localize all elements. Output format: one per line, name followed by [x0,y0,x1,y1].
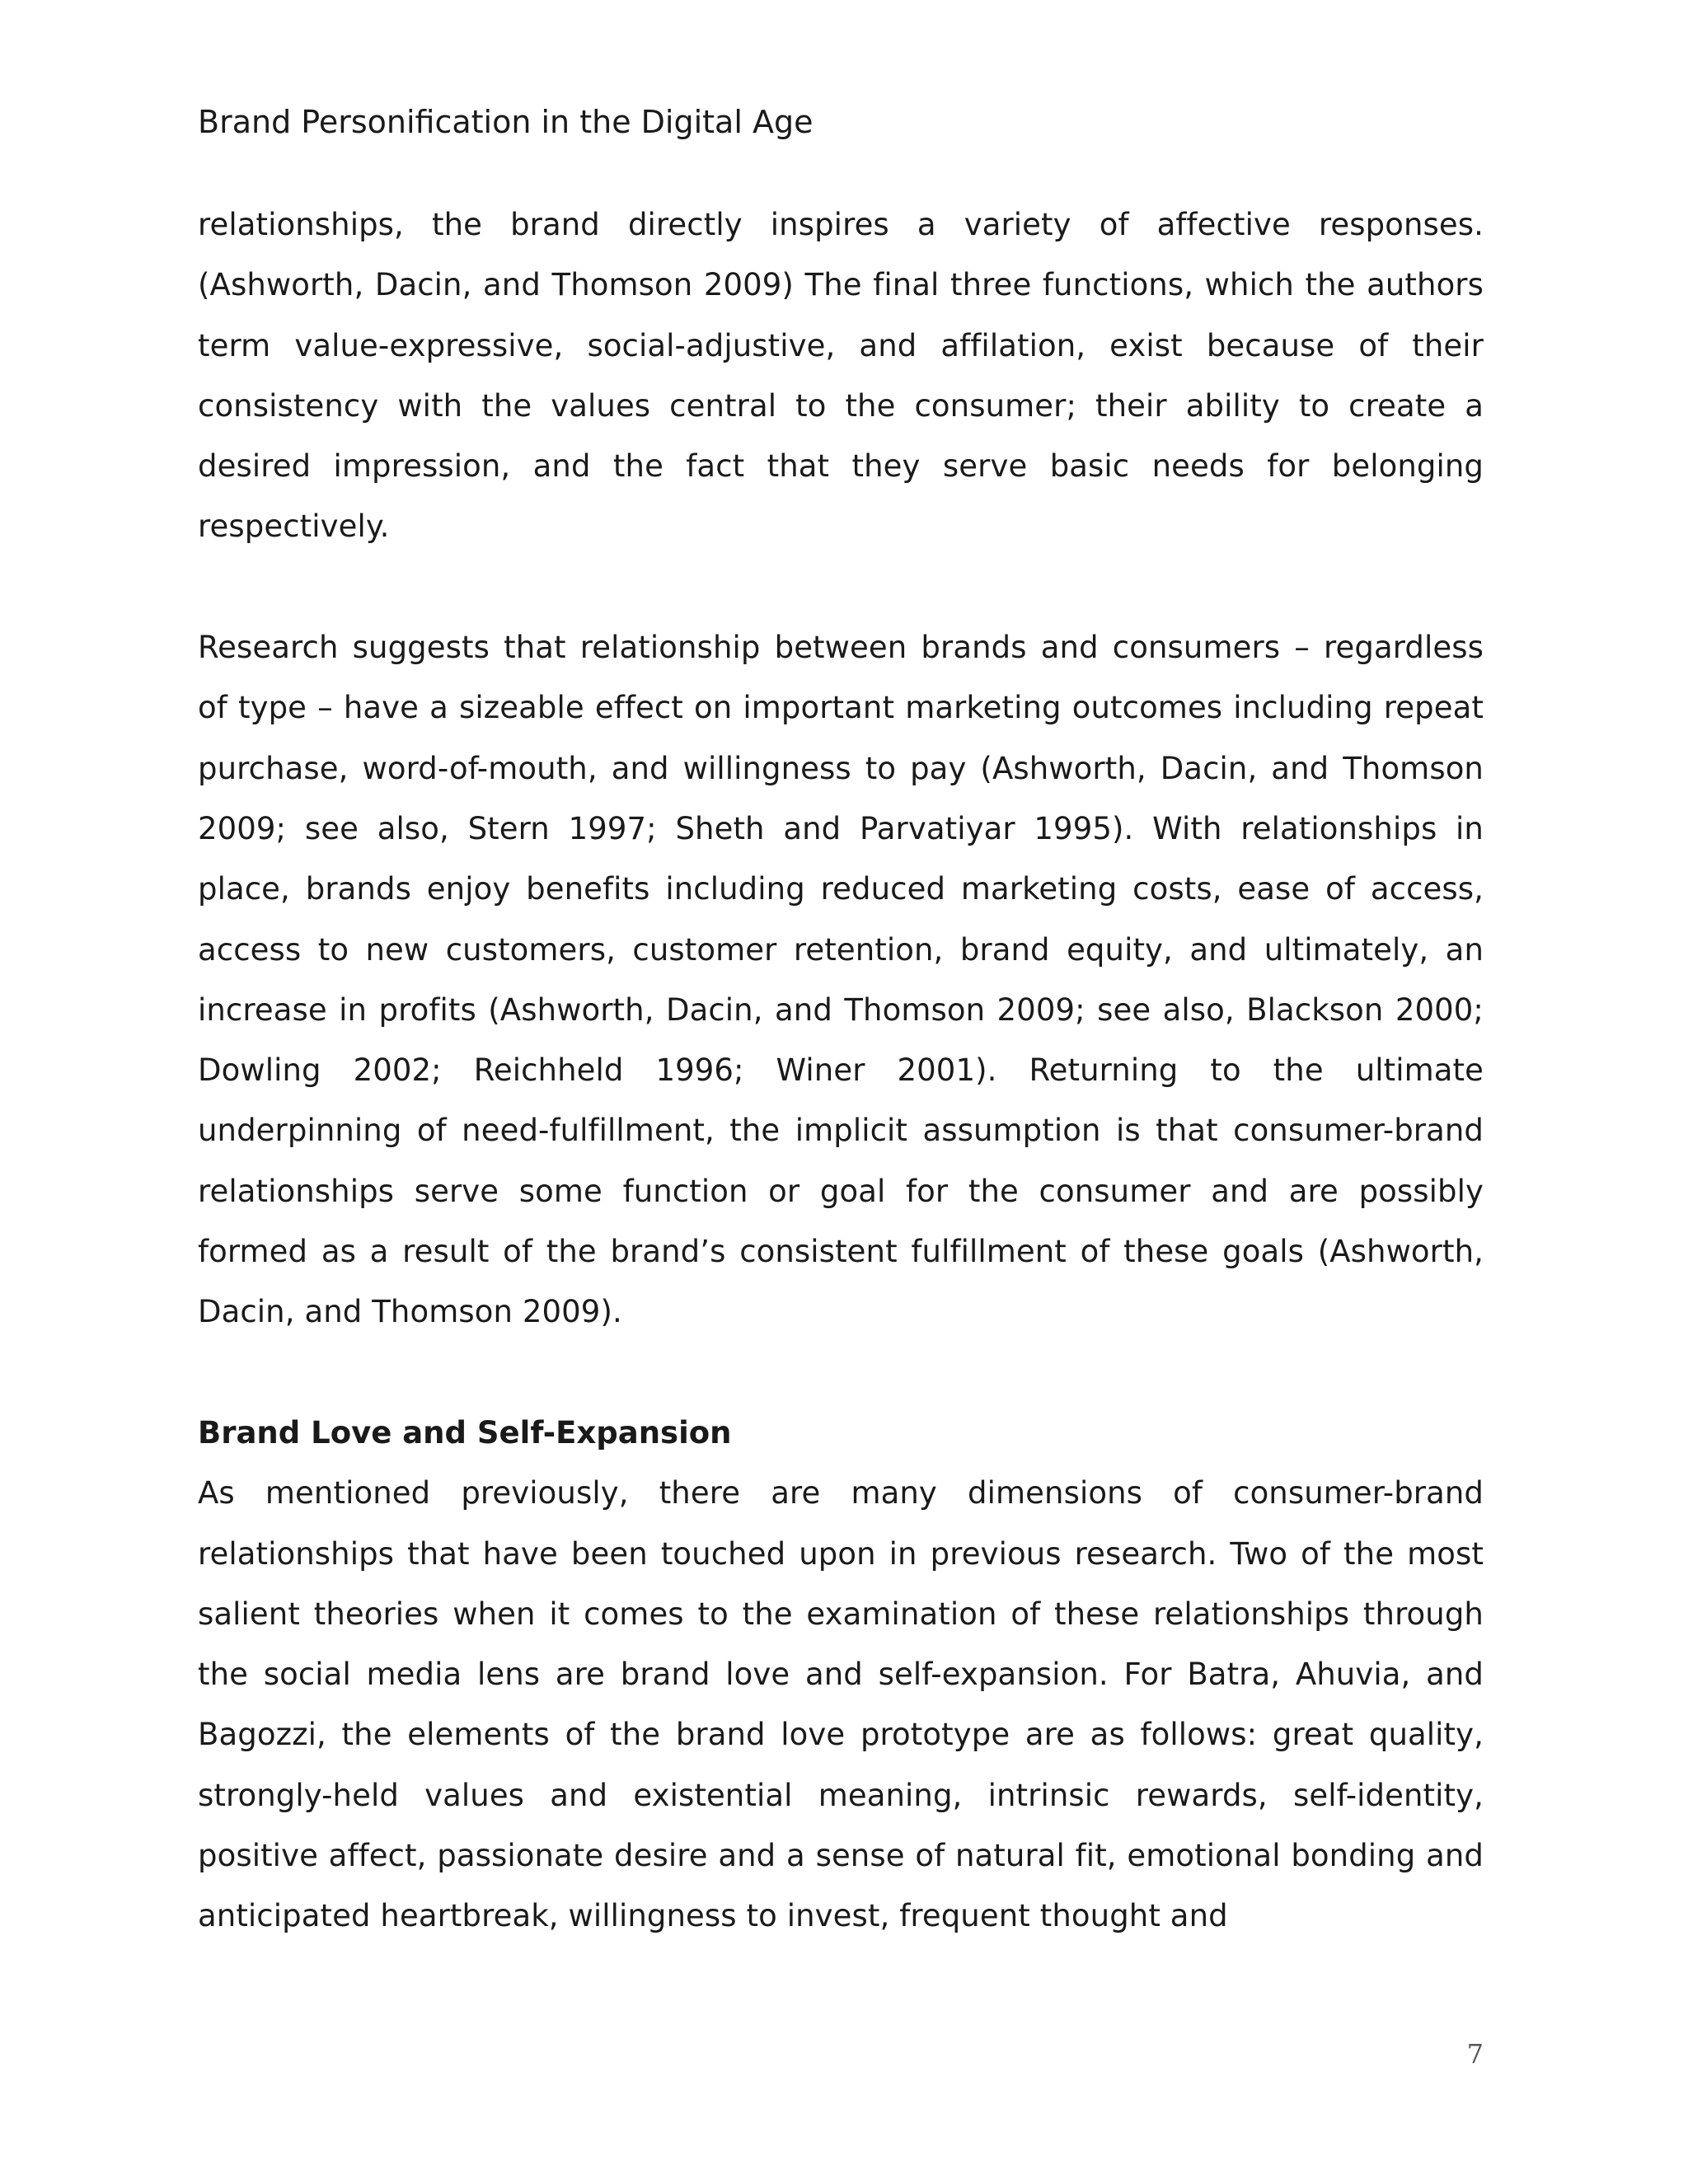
body-text [198,194,1484,1947]
paragraph-relationship-outcomes: Research suggests that relationship between brands and consumers – regardless of type – have a sizeable effect on important marketing outcomes including repeat purchase, word-of-mouth, and willingness to pay (Ashworth, Dacin, and Thomson 2009; see also, Stern 1997; Sheth and Parvatiyar 1995). With relationships in place, brands enjoy benefits including reduced marketing costs, ease of access, access to new customers, customer retention, brand equity, and ultimately, an increase in profits (Ashworth, Dacin, and Thomson 2009; see also, Blackson 2000; Dowling 2002; Reichheld 1996; Winer 2001). Returning to the ultimate underpinning of need-fulfillment, the implicit assumption is that consumer-brand relationships serve some function or goal for the consumer and are possibly formed as a result of the brand’s consistent fulfillment of these goals (Ashworth, Dacin, and Thomson 2009). [198,630,1484,1330]
paragraph-affective-functions: relationships, the brand directly inspires a variety of affective responses. (Ashworth, Dacin, and Thomson 2009) The final three functions, which the authors term value-expressive, social-adjustive, and affilation, exist because of their consistency with the values central to the consumer; their ability to create a desired impression, and the fact that they serve basic needs for belonging respectively. [198,207,1484,545]
running-header: Brand Personification in the Digital Age [198,104,814,140]
paragraph-brand-love: As mentioned previously, there are many dimensions of consumer-brand relationships that have been touched upon in previous research. Two of the most salient theories when it comes to the examination of these relationships through the social media lens are brand love and self-expansion. For Batra, Ahuvia, and Bagozzi, the elements of the brand love prototype are as follows: great quality, strongly-held values and existential meaning, intrinsic rewards, self-identity, positive affect, passionate desire and a sense of natural fit, emotional bonding and anticipated heartbreak, willingness to invest, frequent thought and [198,1475,1484,1934]
page-number: 7 [1466,2038,1484,2069]
section-heading-brand-love: Brand Love and Self-Expansion [198,1414,732,1451]
